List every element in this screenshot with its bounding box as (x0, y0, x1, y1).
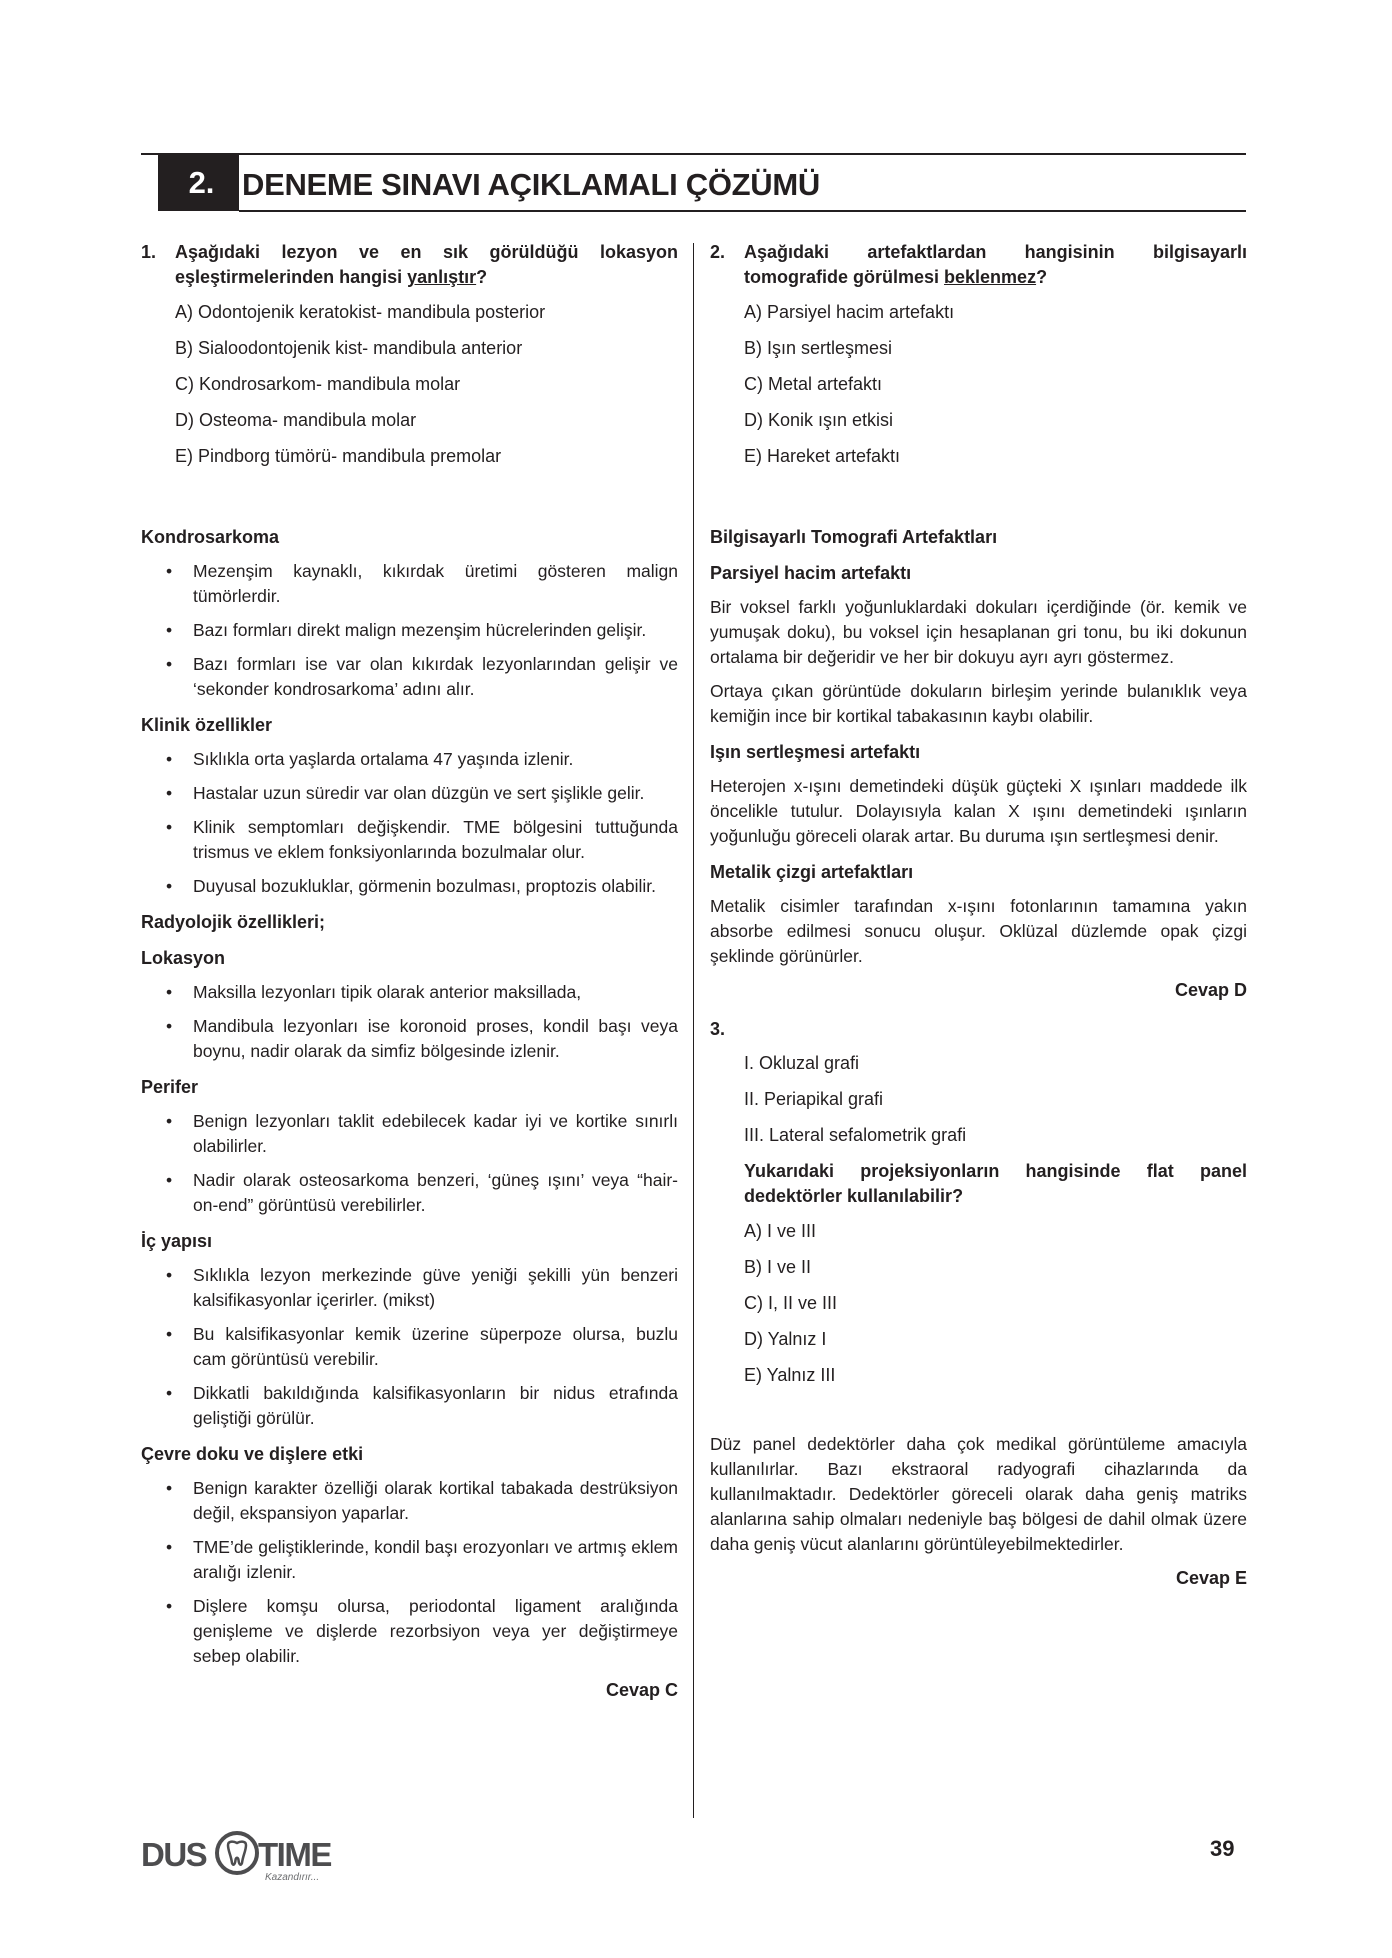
list-ic-yapisi (141, 1263, 678, 1431)
list-item: • Bazı formları ise var olan kıkırdak lezyonlarından gelişir ve ‘sekonder kondrosarkoma’ adını alır. (141, 652, 678, 702)
heading-perifer: Perifer (141, 1077, 199, 1097)
list-item: • Dişlere komşu olursa, periodontal ligament aralığında genişleme ve dişlerde rezorbsiyon veya yer değiştirmeye sebep olabilir. (141, 1594, 678, 1669)
question-2-options (744, 300, 1247, 469)
question-stem (175, 240, 678, 290)
logo-tagline: Kazandırır... (265, 1872, 320, 1883)
list-item: • Benign lezyonları taklit edebilecek kadar iyi ve kortike sınırlı olabilirler. (141, 1109, 678, 1159)
question-3-body (744, 1051, 1247, 1388)
option-d: D) Yalnız I (744, 1329, 827, 1349)
stem-end: ? (476, 267, 488, 287)
stem-text: Aşağıdaki lezyon ve en sık görüldüğü lokasyon eşleştirmelerinden hangisi (175, 242, 678, 287)
option-a: A) Parsiyel hacim artefaktı (744, 302, 955, 322)
list-lokasyon (141, 980, 678, 1064)
option-b: B) Işın sertleşmesi (744, 338, 893, 358)
heading-lokasyon: Lokasyon (141, 948, 226, 968)
tooth-icon (214, 1830, 260, 1876)
heading-klinik: Klinik özellikler (141, 715, 273, 735)
paragraph-metalik: Metalik cisimler tarafından x-ışını fotonlarının tamamına yakın absorbe edilmesi sonucu oluşur. Oklüzal düzlemde opak çizgi şeklinde görünürler. (710, 896, 1247, 966)
left-column (141, 240, 678, 1703)
list-item: • Mezenşim kaynaklı, kıkırdak üretimi gösteren malign tümörlerdir. (141, 559, 678, 609)
answer-q2: Cevap D (1174, 980, 1247, 1000)
option-c: C) Kondrosarkom- mandibula molar (175, 374, 461, 394)
heading-kondrosarkoma: Kondrosarkoma (141, 527, 280, 547)
header-rule-bottom (239, 210, 1246, 212)
option-b: B) I ve II (744, 1257, 812, 1277)
option-b: B) Sialoodontojenik kist- mandibula anterior (175, 338, 523, 358)
option-e: E) Pindborg tümörü- mandibula premolar (175, 446, 502, 466)
list-item: • Klinik semptomları değişkendir. TME bölgesini tuttuğunda trismus ve eklem fonksiyonlarında bozulmalar olur. (141, 815, 678, 865)
stem-end: ? (1036, 267, 1048, 287)
option-a: A) Odontojenik keratokist- mandibula posterior (175, 302, 546, 322)
list-item: • Maksilla lezyonları tipik olarak anterior maksillada, (141, 980, 678, 1005)
paragraph-parsiyel-1: Bir voksel farklı yoğunluklardaki dokuları içerdiğinde (ör. kemik ve yumuşak doku), bu voksel için hesaplanan gri tonu, bu iki dokunun ortalama bir değeridir ve her bir dokuyu ayrı ayrı göstermez. (710, 597, 1247, 667)
option-e: E) Hareket artefaktı (744, 446, 901, 466)
heading-radyolojik: Radyolojik özellikleri; (141, 912, 326, 932)
heading-cevre-doku: Çevre doku ve dişlere etki (141, 1444, 364, 1464)
heading-bt-artefaktlari: Bilgisayarlı Tomografi Artefaktları (710, 527, 998, 547)
list-item: • Duyusal bozukluklar, görmenin bozulması, proptozis olabilir. (141, 874, 678, 899)
logo-text-right: TIME (258, 1836, 331, 1873)
heading-isin-sertlesmesi: Işın sertleşmesi artefaktı (710, 742, 921, 762)
list-item: • Hastalar uzun süredir var olan düzgün ve sert şişlikle gelir. (141, 781, 678, 806)
list-item: • Benign karakter özelliği olarak kortikal tabakada destrüksiyon değil, ekspansiyon yaparlar. (141, 1476, 678, 1526)
list-item: • Sıklıkla lezyon merkezinde güve yeniği şekilli yün benzeri kalsifikasyonlar içerirler. (mikst) (141, 1263, 678, 1313)
stem-text: Aşağıdaki artefaktlardan hangisinin bilgisayarlı tomografide görülmesi (744, 242, 1247, 287)
list-kondrosarkoma (141, 559, 678, 702)
option-d: D) Osteoma- mandibula molar (175, 410, 417, 430)
roman-item-3: III. Lateral sefalometrik grafi (744, 1125, 967, 1145)
logo-text-left: DUS (141, 1836, 207, 1873)
question-stem (744, 240, 1247, 290)
paragraph-q3-explanation: Düz panel dedektörler daha çok medikal görüntüleme amacıyla kullanılırlar. Bazı ekstraoral radyografi cihazlarında da kullanılmaktadır. Dedektörler göreceli olarak daha geniş matriks alanlarına sahip olmaları nedeniyle baş bölgesi de dahil olmak üzere daha geniş vücut alanlarını görüntüleyebilmektedirler. (710, 1434, 1247, 1554)
option-c: C) I, II ve III (744, 1293, 838, 1313)
section-number-box (158, 155, 239, 211)
list-item: • TME’de geliştiklerinde, kondil başı erozyonları ve artmış eklem aralığı izlenir. (141, 1535, 678, 1585)
question-stem: Yukarıdaki projeksiyonların hangisinde flat panel dedektörler kullanılabilir? (744, 1161, 1247, 1206)
question-number: 2. (710, 242, 726, 262)
question-1 (141, 240, 678, 290)
column-divider (693, 243, 694, 1818)
page-number: 39 (1210, 1836, 1235, 1861)
list-perifer (141, 1109, 678, 1218)
heading-ic-yapisi: İç yapısı (141, 1231, 213, 1251)
answer-q3: Cevap E (1175, 1568, 1247, 1588)
right-column (710, 240, 1247, 1591)
question-2 (710, 240, 1247, 290)
option-d: D) Konik ışın etkisi (744, 410, 894, 430)
list-item: • Nadir olarak osteosarkoma benzeri, ‘güneş ışını’ veya “hair-on-end” görüntüsü verebilirler. (141, 1168, 678, 1218)
question-1-options (175, 300, 678, 469)
option-c: C) Metal artefaktı (744, 374, 883, 394)
page-title: DENEME SINAVI AÇIKLAMALI ÇÖZÜMÜ (242, 167, 820, 202)
header-rule-top (141, 153, 1246, 155)
answer-q1: Cevap C (605, 1680, 678, 1700)
list-item: • Mandibula lezyonları ise koronoid proses, kondil başı veya boynu, nadir olarak da simfiz bölgesinde izlenir. (141, 1014, 678, 1064)
list-item: • Bu kalsifikasyonlar kemik üzerine süperpoze olursa, buzlu cam görüntüsü verebilir. (141, 1322, 678, 1372)
question-number: 1. (141, 242, 157, 262)
stem-underlined: yanlıştır (407, 267, 477, 287)
paragraph-isin-sertlesmesi: Heterojen x-ışını demetindeki düşük güçteki X ışınları maddede ilk öncelikle tutulur. Dolayısıyla kalan X ışını demetindeki ışınların yoğunluğu göreceli olarak artar. Bu duruma ışın sertleşmesi denir. (710, 776, 1247, 846)
option-a: A) I ve III (744, 1221, 817, 1241)
list-klinik (141, 747, 678, 899)
stem-underlined: beklenmez (944, 267, 1037, 287)
list-item: • Sıklıkla orta yaşlarda ortalama 47 yaşında izlenir. (141, 747, 678, 772)
question-3-number: 3. (710, 1019, 726, 1039)
roman-item-2: II. Periapikal grafi (744, 1089, 884, 1109)
option-e: E) Yalnız III (744, 1365, 836, 1385)
section-number: 2. (188, 165, 215, 200)
brand-logo (141, 1830, 341, 1886)
roman-item-1: I. Okluzal grafi (744, 1053, 860, 1073)
list-cevre-doku (141, 1476, 678, 1669)
paragraph-parsiyel-2: Ortaya çıkan görüntüde dokuların birleşim yerinde bulanıklık veya kemiğin ince bir kortikal tabakasının kaybı olabilir. (710, 681, 1247, 726)
heading-metalik: Metalik çizgi artefaktları (710, 862, 914, 882)
list-item: • Bazı formları direkt malign mezenşim hücrelerinden gelişir. (141, 618, 678, 643)
heading-parsiyel: Parsiyel hacim artefaktı (710, 563, 912, 583)
list-item: • Dikkatli bakıldığında kalsifikasyonların bir nidus etrafında geliştiği görülür. (141, 1381, 678, 1431)
